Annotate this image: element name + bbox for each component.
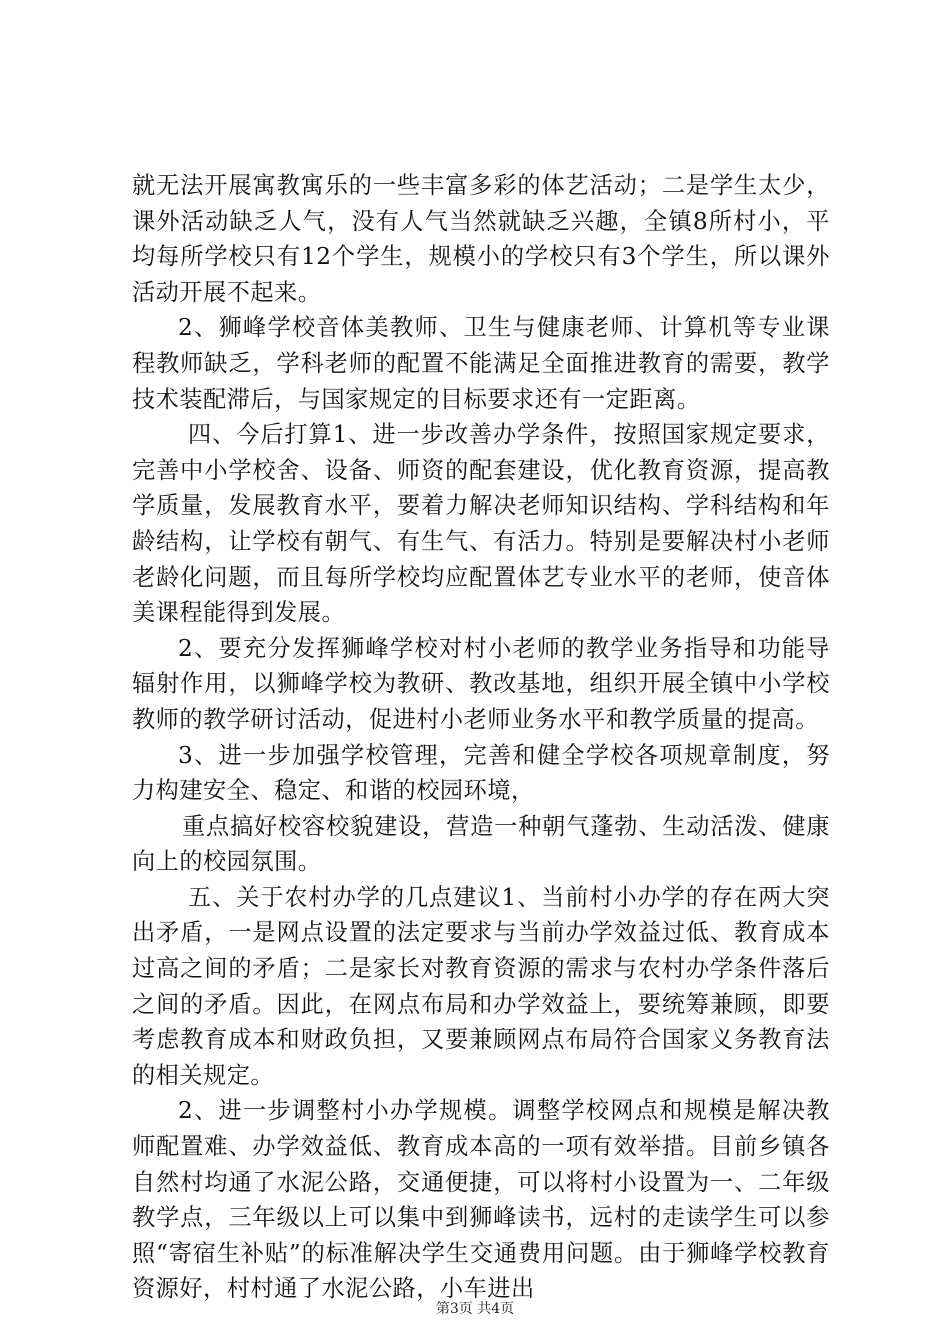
paragraph-item-2-guidance: 2、要充分发挥狮峰学校对村小老师的教学业务指导和功能导辐射作用，以狮峰学校为教研、教改基地，组织开展全镇中小学校教师的教学研讨活动，促进村小老师业务水平和教学质量的提高。 — [132, 634, 830, 733]
paragraph-continuation: 就无法开展寓教寓乐的一些丰富多彩的体艺活动；二是学生太少，课外活动缺乏人气，没有人气当然就缺乏兴趣，全镇8所村小，平均每所学校只有12个学生，规模小的学校只有3个学生，所以课外活动开展不起来。 — [132, 172, 830, 306]
paragraph-campus-atmosphere: 重点搞好校容校貌建设，营造一种朝气蓬勃、生动活泼、健康向上的校园氛围。 — [132, 812, 830, 876]
paragraph-section-five-suggestions: 五、关于农村办学的几点建议1、当前村小办学的存在两大突出矛盾，一是网点设置的法定要求与当前办学效益过低、教育成本过高之间的矛盾；二是家长对教育资源的需求与农村办学条件落后之间的矛盾。因此，在网点布局和办学效益上，要统筹兼顾，即要考虑教育成本和财政负担，又要兼顾网点布局符合国家义务教育法的相关规定。 — [132, 883, 830, 1089]
paragraph-item-3-management: 3、进一步加强学校管理，完善和健全学校各项规章制度，努力构建安全、稳定、和谐的校园环境， — [132, 741, 830, 805]
document-body — [132, 168, 830, 1307]
page-number-label: 第3页 共4页 — [435, 1301, 515, 1317]
paragraph-section-four-plans: 四、今后打算1、进一步改善办学条件，按照国家规定要求，完善中小学校舍、设备、师资的配套建设，优化教育资源，提高教学质量，发展教育水平，要着力解决老师知识结构、学科结构和年龄结构，让学校有朝气、有生气、有活力。特别是要解决村小老师老龄化问题，而且每所学校均应配置体艺专业水平的老师，使音体美课程能得到发展。 — [132, 421, 830, 627]
page-footer — [0, 1298, 950, 1318]
paragraph-item-2-adjust-scale: 2、进一步调整村小办学规模。调整学校网点和规模是解决教师配置难、办学效益低、教育成本高的一项有效举措。目前乡镇各自然村均通了水泥公路，交通便捷，可以将村小设置为一、二年级教学点，三年级以上可以集中到狮峰读书，远村的走读学生可以参照“寄宿生补贴”的标准解决学生交通费用问题。由于狮峰学校教育资源好，村村通了水泥公路，小车进出 — [132, 1097, 830, 1303]
paragraph-item-2-teachers: 2、狮峰学校音体美教师、卫生与健康老师、计算机等专业课程教师缺乏，学科老师的配置不能满足全面推进教育的需要，教学技术装配滞后，与国家规定的目标要求还有一定距离。 — [132, 314, 830, 413]
